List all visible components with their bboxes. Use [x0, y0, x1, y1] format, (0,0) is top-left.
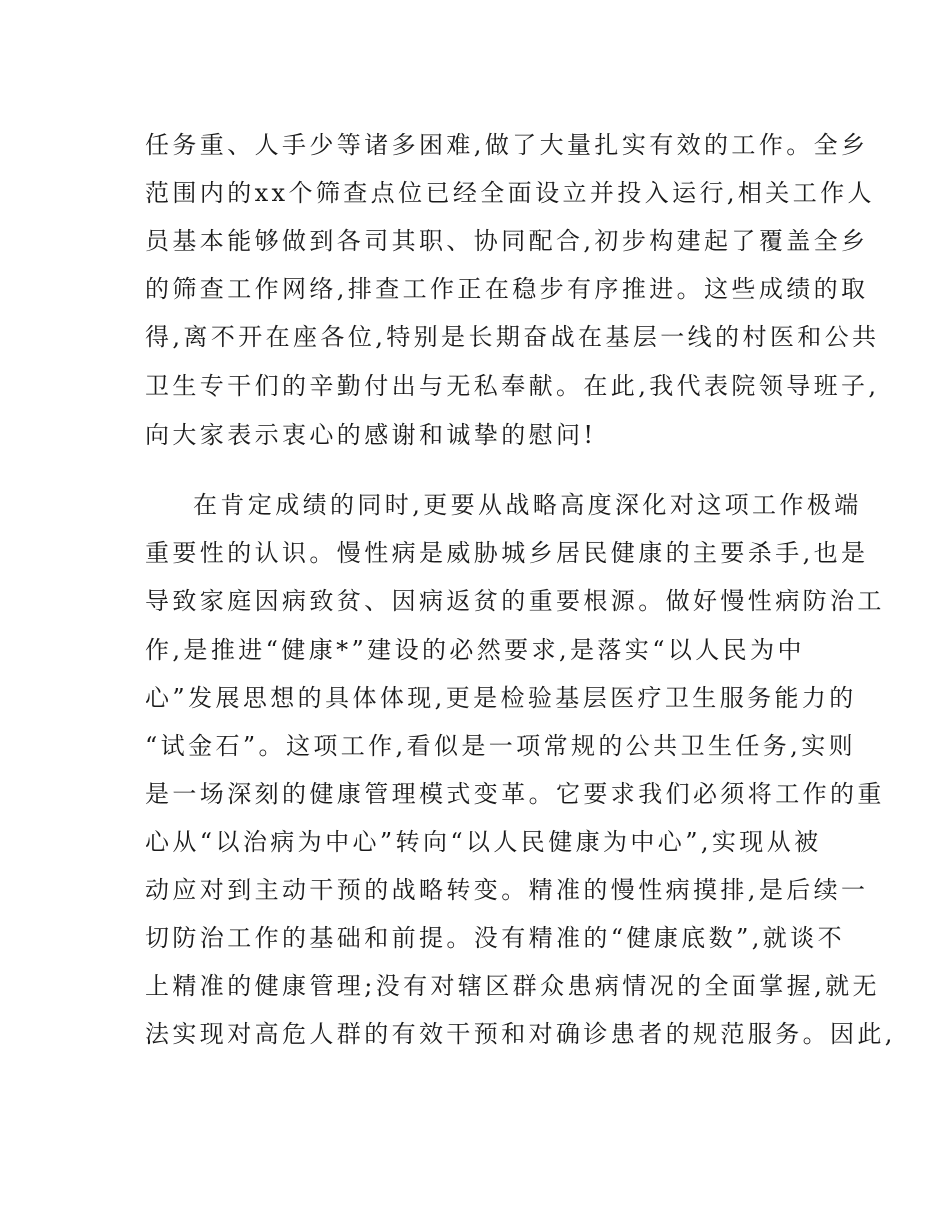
paragraph-line: 作,是推进“健康*”建设的必然要求,是落实“以人民为中	[145, 636, 805, 664]
paragraph-line: “试金石”。这项工作,看似是一项常规的公共卫生任务,实则	[145, 732, 856, 760]
paragraph-line: 切防治工作的基础和前提。没有精准的“健康底数”,就谈不	[145, 924, 845, 952]
paragraph-line: 动应对到主动干预的战略转变。精准的慢性病摸排,是后续一	[145, 876, 869, 904]
paragraph-line: 重要性的认识。慢性病是威胁城乡居民健康的主要杀手,也是	[145, 539, 869, 567]
paragraph-line: 导致家庭因病致贫、因病返贫的重要根源。做好慢性病防治工	[145, 587, 885, 615]
paragraph-line: 向大家表示衷心的感谢和诚挚的慰问!	[145, 421, 597, 449]
paragraph-line: 法实现对高危人群的有效干预和对确诊患者的规范服务。因此,	[145, 1020, 896, 1048]
paragraph-line: 上精准的健康管理;没有对辖区群众患病情况的全面掌握,就无	[145, 972, 880, 1000]
paragraph-line: 任务重、人手少等诸多困难,做了大量扎实有效的工作。全乡	[145, 131, 869, 159]
paragraph-line: 心从“以治病为中心”转向“以人民健康为中心”,实现从被	[145, 828, 822, 856]
paragraph-line: 在肯定成绩的同时,更要从战略高度深化对这项工作极端	[193, 491, 862, 519]
paragraph-line: 得,离不开在座各位,特别是长期奋战在基层一线的村医和公共	[145, 323, 880, 351]
paragraph-line: 员基本能够做到各司其职、协同配合,初步构建起了覆盖全乡	[145, 227, 869, 255]
paragraph-line: 范围内的xx个筛查点位已经全面设立并投入运行,相关工作人	[145, 179, 875, 207]
paragraph-line: 卫生专干们的辛勤付出与无私奉献。在此,我代表院领导班子,	[145, 372, 880, 400]
paragraph-line: 的筛查工作网络,排查工作正在稳步有序推进。这些成绩的取	[145, 275, 869, 303]
paragraph-line: 心”发展思想的具体体现,更是检验基层医疗卫生服务能力的	[145, 684, 857, 712]
paragraph-line: 是一场深刻的健康管理模式变革。它要求我们必须将工作的重	[145, 780, 885, 808]
